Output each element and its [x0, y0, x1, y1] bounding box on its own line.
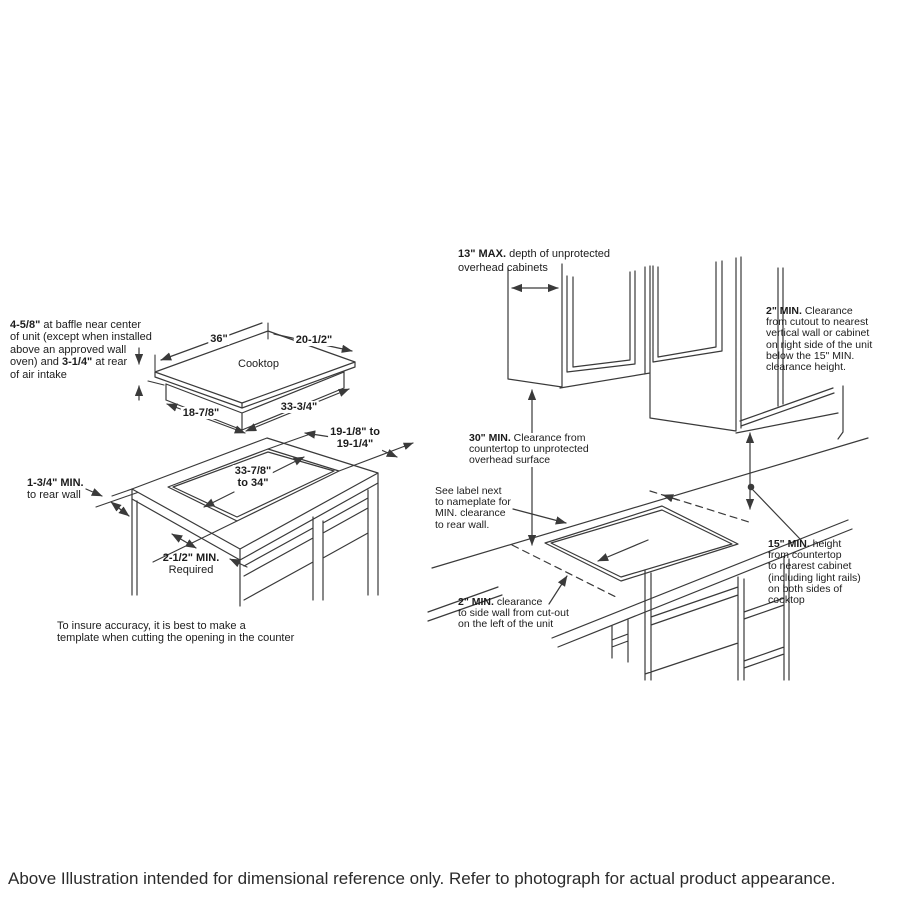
baffle-clearance-note: 4-5/8" at baffle near center of unit (except when installed above an approved wall oven) and 3-1/4" at rear of air intake: [10, 319, 152, 381]
dim-label-20-1-2: 20-1/2": [295, 334, 333, 346]
nameplate-leader: [513, 509, 566, 523]
overhead-depth-note: 13" MAX. depth of unprotected overhead cabinets: [458, 248, 610, 274]
cooktop-surface-label: Cooktop: [238, 358, 279, 370]
front-rail-min-label: 2-1/2" MIN. Required: [162, 552, 220, 577]
accuracy-note: To insure accuracy, it is best to make a template when cutting the opening in the counter: [57, 620, 295, 644]
right-wall-clearance-note: 2" MIN. Clearance from cutout to nearest vertical wall or cabinet on right side of the unit below the 15" MIN. clearance height.: [766, 305, 873, 374]
overhead-clearance-note: 30" MIN. Clearance from countertop to unprotected overhead surface: [469, 432, 589, 467]
rear-gap-arrow-b: [120, 509, 129, 516]
dim-label-36: 36": [210, 333, 228, 345]
front-rail-leader: [230, 559, 247, 567]
height-min-note: 15" MIN. height from countertop to nearest cabinet (including light rails) on both sides of cooktop: [768, 538, 861, 607]
right-wall-leader: [838, 386, 843, 439]
counter-cutout-figure: [86, 433, 413, 606]
height-leader-dot: [748, 484, 755, 491]
rear-wall-leader: [86, 489, 102, 496]
opening-depth-label: 19-1/8" to 19-1/4": [330, 426, 380, 451]
dim-label-33-3-4: 33-3/4": [280, 401, 318, 413]
nameplate-note: See label next to nameplate for MIN. clearance to rear wall.: [435, 485, 511, 531]
side-wall-clearance-note: 2" MIN. clearance to side wall from cut-out on the left of the unit: [458, 596, 569, 631]
page-caption: Above Illustration intended for dimensional reference only. Refer to photograph for actual product appearance.: [8, 869, 836, 888]
dim-label-18-7-8: 18-7/8": [182, 407, 220, 419]
rear-wall-min-label: 1-3/4" MIN. to rear wall: [27, 477, 84, 502]
front-rail-arrow-a: [172, 534, 184, 541]
rear-gap-arrow-a: [111, 502, 120, 509]
opening-width-label: 33-7/8" to 34": [234, 465, 272, 490]
